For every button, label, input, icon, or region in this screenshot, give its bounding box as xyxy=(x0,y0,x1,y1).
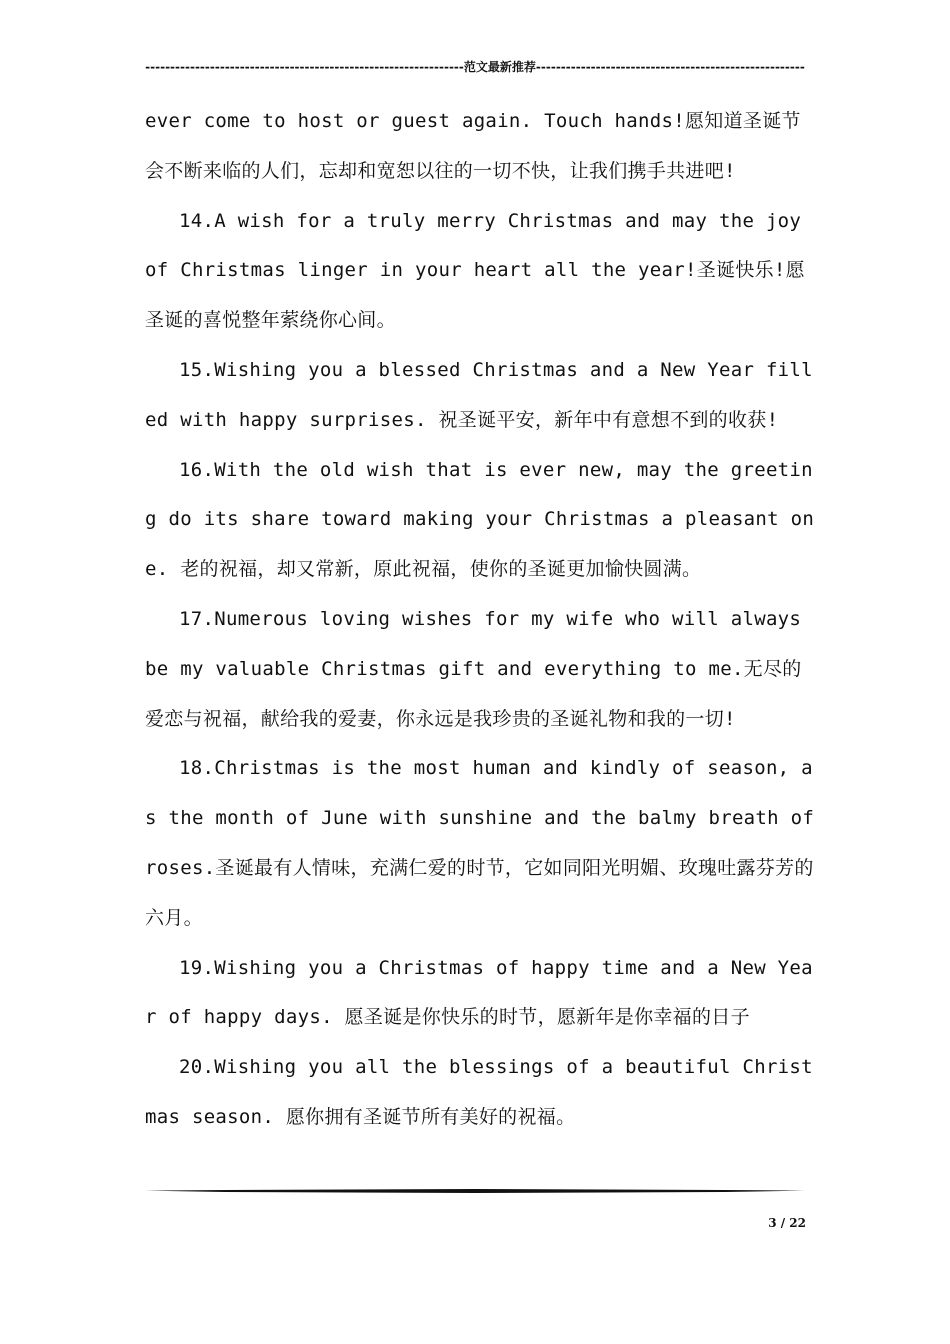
paragraph-19: 19.Wishing you a Christmas of happy time and a New Year of happy days. 愿圣诞是你快乐的时节，愿新年是你幸福的日子 xyxy=(145,956,813,1029)
paragraph-14: 14.A wish for a truly merry Christmas and may the joy of Christmas linger in your heart all the year!圣诞快乐!愿圣诞的喜悦整年萦绕你心间。 xyxy=(145,209,805,332)
page-header: ----------------------------------------------------------------范文最新推荐------------------------------------------------------ xyxy=(145,60,805,74)
footer-divider-line xyxy=(145,1189,805,1193)
paragraph-20: 20.Wishing you all the blessings of a beautiful Christmas season. 愿你拥有圣诞节所有美好的祝福。 xyxy=(145,1056,813,1128)
page-number: 3 / 22 xyxy=(768,1216,806,1230)
footer-divider xyxy=(145,1189,805,1193)
paragraph-18: 18.Christmas is the most human and kindly of season, as the month of June with sunshine and the balmy breath of roses.圣诞最有人情味，充满仁爱的时节，它如同阳光明媚、玫瑰吐露芬芳的六月。 xyxy=(145,757,815,929)
document-body xyxy=(145,97,815,1143)
paragraph-16: 16.With the old wish that is ever new, may the greeting do its share toward making your Christmas a pleasant one. 老的祝福，却又常新，原此祝福，使你的圣诞更加愉快圆满。 xyxy=(145,458,815,581)
paragraph-15: 15.Wishing you a blessed Christmas and a New Year filled with happy surprises. 祝圣诞平安，新年中有意想不到的收获! xyxy=(145,358,813,431)
paragraph-17: 17.Numerous loving wishes for my wife who will always be my valuable Christmas gift and everything to me.无尽的爱恋与祝福，献给我的爱妻，你永远是我珍贵的圣诞礼物和我的一切! xyxy=(145,607,802,730)
paragraph-continuation: ever come to host or guest again. Touch hands!愿知道圣诞节会不断来临的人们，忘却和宽恕以往的一切不快，让我们携手共进吧! xyxy=(145,110,801,182)
